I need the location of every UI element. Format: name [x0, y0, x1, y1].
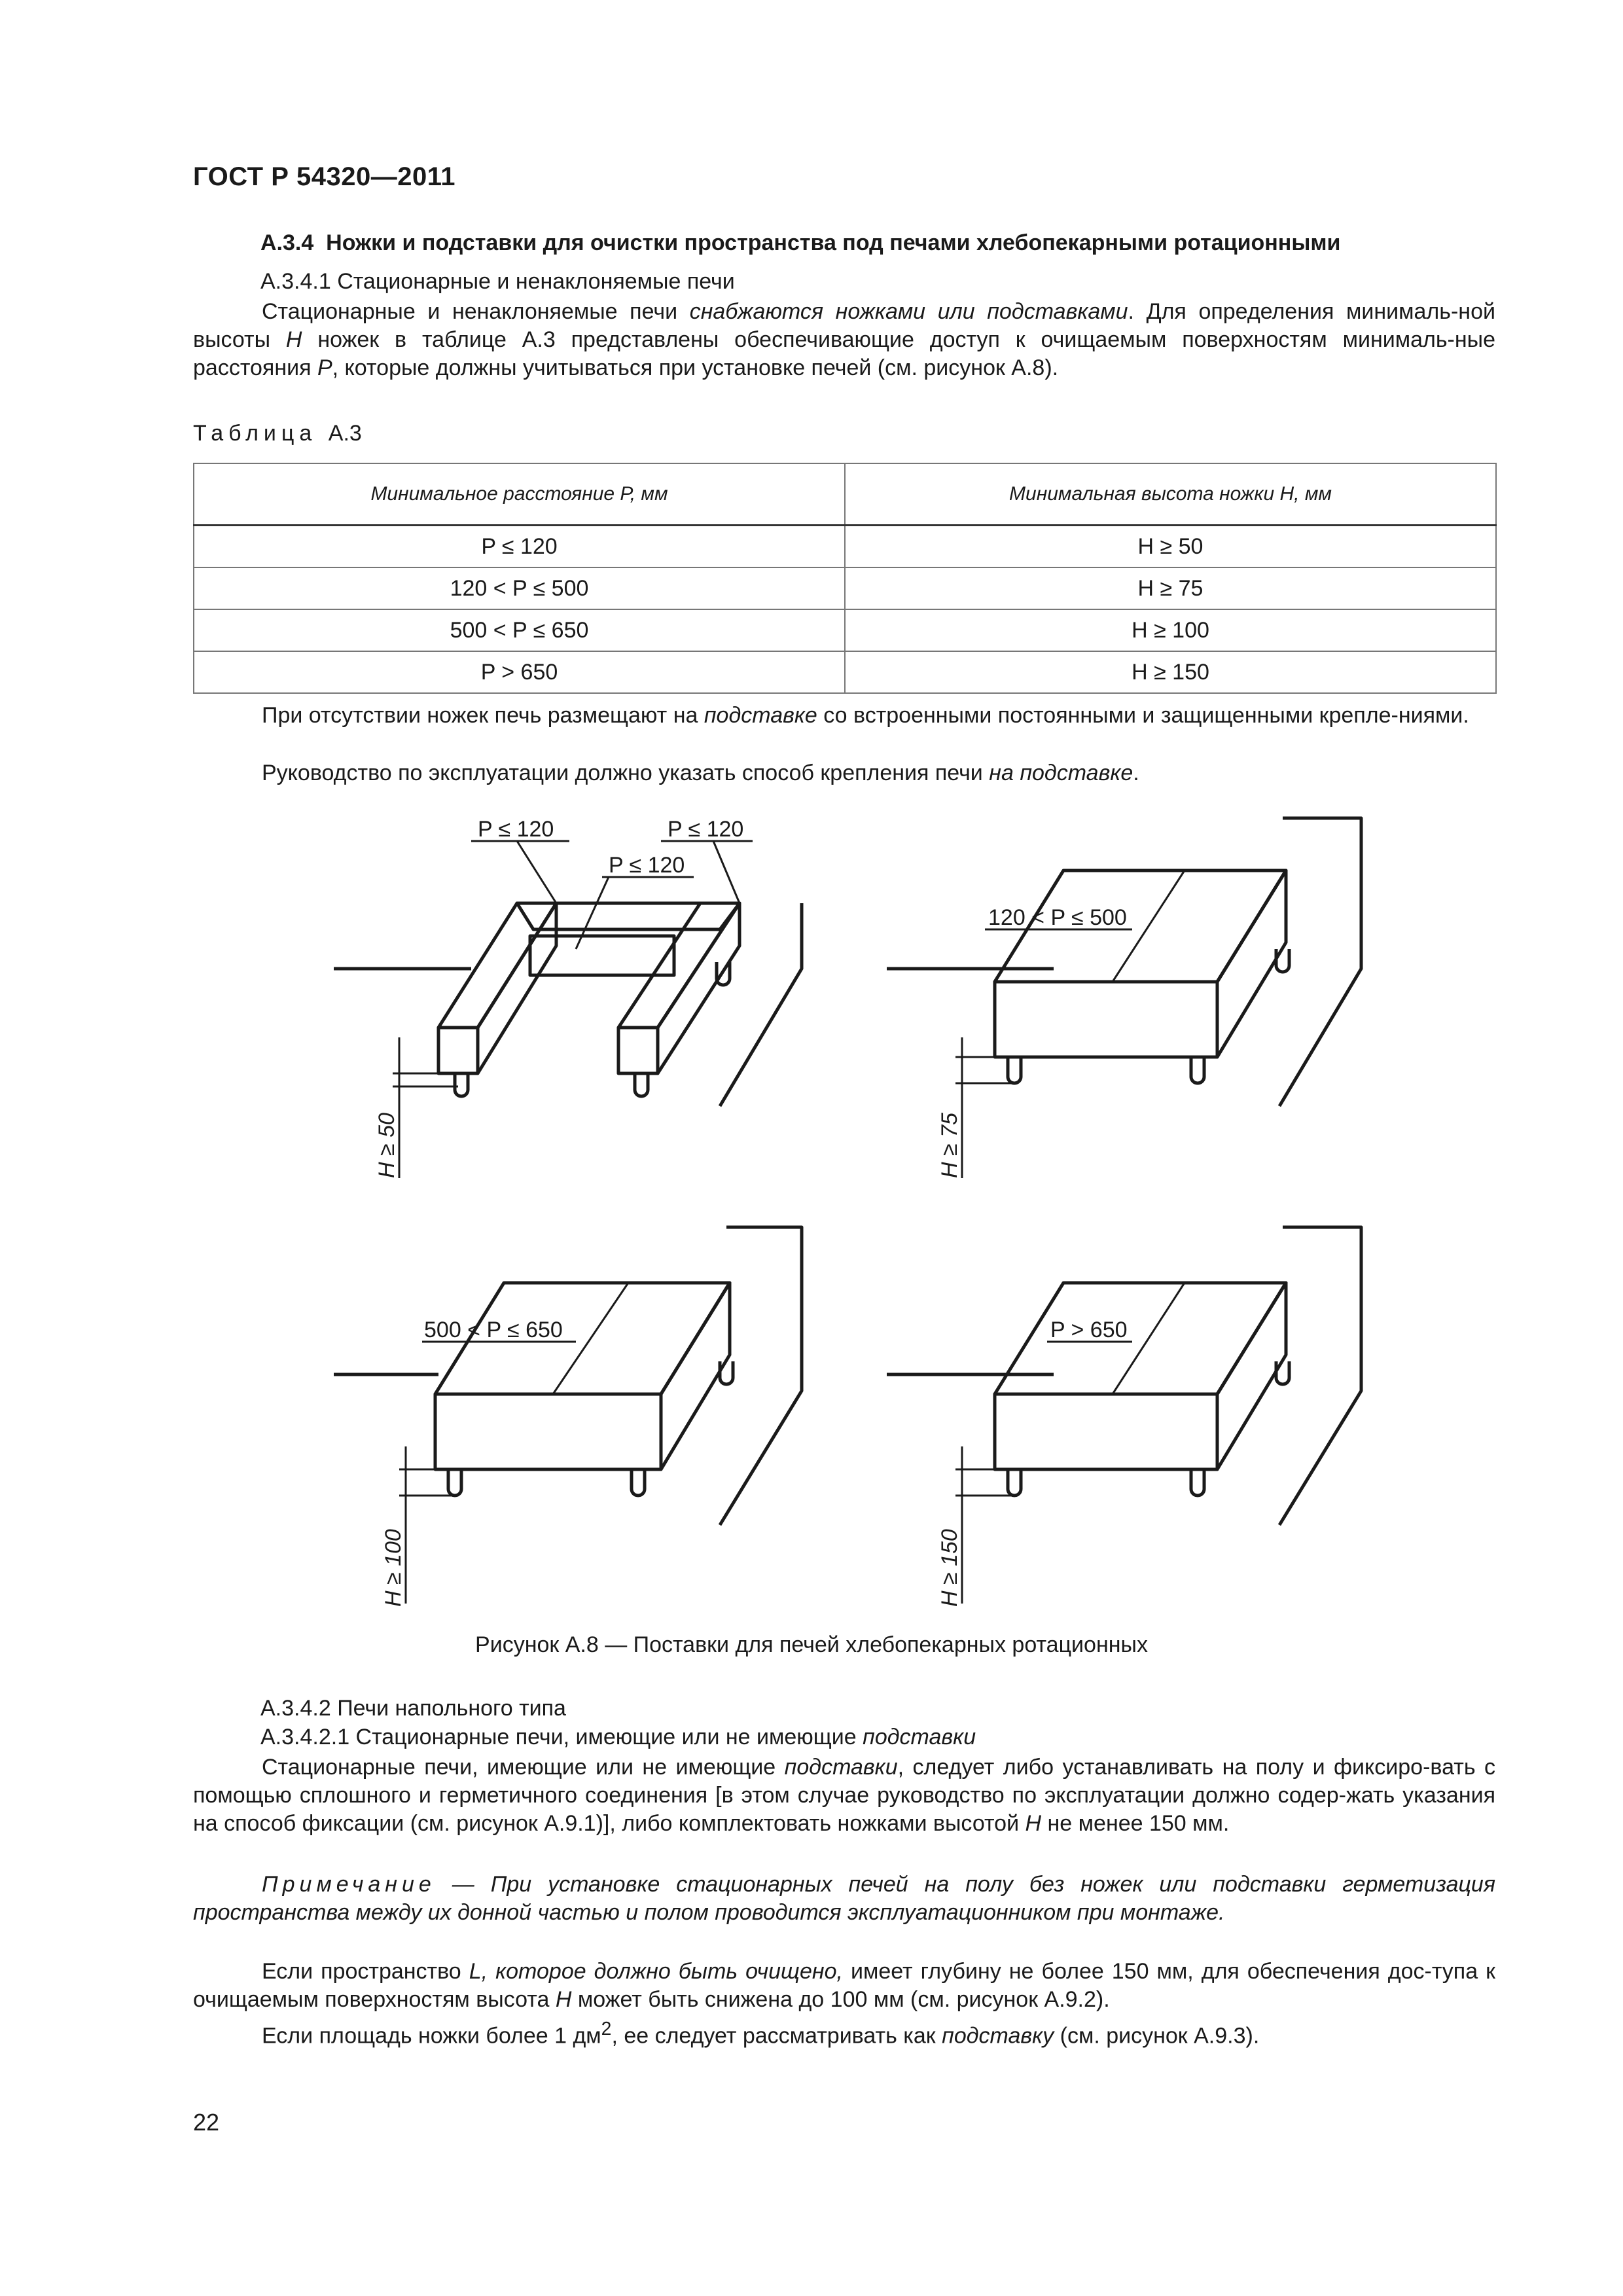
para4-text-b: подставки: [784, 1755, 898, 1780]
para5-text-b: L, которое должно быть очищено,: [469, 1959, 843, 1984]
label-pgt650: P > 650: [1050, 1318, 1128, 1342]
para5-text-a: Если пространство: [262, 1959, 469, 1984]
para6-superscript: 2: [601, 2018, 612, 2039]
para2-text-b: подставке: [704, 703, 817, 728]
para5-text-e: может быть снижена до 100 мм (см. рисунок А.9.2).: [571, 1987, 1110, 2012]
table-cell: 500 < P ≤ 650: [194, 609, 845, 651]
table-cell: H ≥ 50: [845, 526, 1496, 568]
para3-text-a: Руководство по эксплуатации должно указать способ крепления печи: [262, 761, 990, 785]
label-h75: H ≥ 75: [937, 1113, 962, 1178]
para1-text-f: Р: [317, 355, 332, 380]
para5-text-d: Н: [555, 1987, 572, 2012]
label-p500: 120 < P ≤ 500: [988, 905, 1127, 930]
paragraph-4: [193, 1753, 1495, 1838]
sub21-text-b: подставки: [863, 1725, 976, 1749]
section-title: Ножки и подставки для очистки пространства под печами хлебопекарными ротационными: [326, 230, 1341, 255]
para3-text-c: .: [1133, 761, 1139, 785]
para1-text-b: снабжаются ножками или подставками: [689, 299, 1128, 324]
table-header-cell: Минимальная высота ножки Н, мм: [845, 463, 1496, 526]
label-p120-mid: P ≤ 120: [609, 853, 685, 878]
subsection-heading-2: А.3.4.2 Печи напольного типа: [260, 1696, 566, 1721]
table-cell: P > 650: [194, 651, 845, 693]
para4-text-e: не менее 150 мм.: [1041, 1811, 1230, 1836]
section-number: А.3.4: [260, 230, 314, 255]
para6-text-d: (см. рисунок А.9.3).: [1054, 2023, 1260, 2049]
para6-text-a: Если площадь ножки более 1 дм: [262, 2023, 601, 2049]
table-header-cell: Минимальное расстояние Р, мм: [194, 463, 845, 526]
para4-text-c: , следует либо устанавливать на полу и фиксиро-вать с помощью сплошного и герметичного соединения [в этом случае руководство по эксплуатации должно содер-жать указания на способ фиксации (см. рисунок А.9.1)], либо комплектовать ножками высотой: [193, 1755, 1495, 1836]
sub21-text-a: А.3.4.2.1 Стационарные печи, имеющие или не имеющие: [260, 1725, 863, 1749]
table-cell: H ≥ 100: [845, 609, 1496, 651]
table-caption-word: Таблица: [193, 421, 317, 446]
figure-caption: Рисунок А.8 — Поставки для печей хлебопекарных ротационных: [475, 1632, 1148, 1657]
para2-text-c: со встроенными постоянными и защищенными крепле-ниями.: [817, 703, 1469, 728]
para3-text-b: на подставке: [989, 761, 1133, 785]
paragraph-5: [193, 1958, 1495, 2014]
para5-text-c: имеет глубину не более 150 мм, для обеспечения дос-тупа к очищаемым поверхностям высота: [193, 1959, 1495, 2012]
label-h150: H ≥ 150: [937, 1529, 962, 1607]
para1-text-e: ножек в таблице А.3 представлены обеспечивающие доступ к очищаемым поверхностям минималь-ные расстояния: [193, 327, 1495, 380]
para1-text-a: Стационарные и ненаклоняемые печи: [262, 299, 690, 324]
table-cell: H ≥ 150: [845, 651, 1496, 693]
para6-text-b: , ее следует рассматривать как: [611, 2023, 942, 2049]
para1-text-g: , которые должны учитываться при установке печей (см. рисунок А.8).: [332, 355, 1059, 380]
table-cell: H ≥ 75: [845, 567, 1496, 609]
para2-text-a: При отсутствии ножек печь размещают на: [262, 703, 704, 728]
para1-text-d: Н: [285, 327, 302, 352]
table-caption-number: А.3: [328, 421, 362, 446]
note: [193, 1871, 1495, 1927]
note-text: — При установке стационарных печей на полу без ножек или подставки герметизация пространства между их донной частью и полом проводится эксплуатационником при монтаже.: [193, 1872, 1495, 1925]
label-p120-left: P ≤ 120: [478, 817, 554, 842]
label-p650: 500 < P ≤ 650: [424, 1318, 563, 1342]
para4-text-a: Стационарные печи, имеющие или не имеющие: [262, 1755, 785, 1780]
para6-text-c: подставку: [942, 2023, 1054, 2049]
para4-text-d: Н: [1025, 1811, 1042, 1836]
para1-text-c: . Для определения минималь-ной высоты: [193, 299, 1495, 352]
label-h50: H ≥ 50: [374, 1113, 399, 1178]
note-label: Примечание: [262, 1872, 436, 1897]
label-h100: H ≥ 100: [381, 1529, 406, 1607]
label-p120-right: P ≤ 120: [668, 817, 744, 842]
page-number: 22: [193, 2109, 220, 2136]
table-cell: 120 < P ≤ 500: [194, 567, 845, 609]
subsection-heading-2-1: [260, 1725, 976, 1750]
subsection-heading-1: А.3.4.1 Стационарные и ненаклоняемые печи: [260, 269, 735, 294]
table-cell: P ≤ 120: [194, 526, 845, 568]
document-id: ГОСТ Р 54320—2011: [193, 162, 455, 191]
oven-u-frame-drawing: [334, 841, 802, 1178]
paragraph-6: [193, 2015, 1495, 2050]
